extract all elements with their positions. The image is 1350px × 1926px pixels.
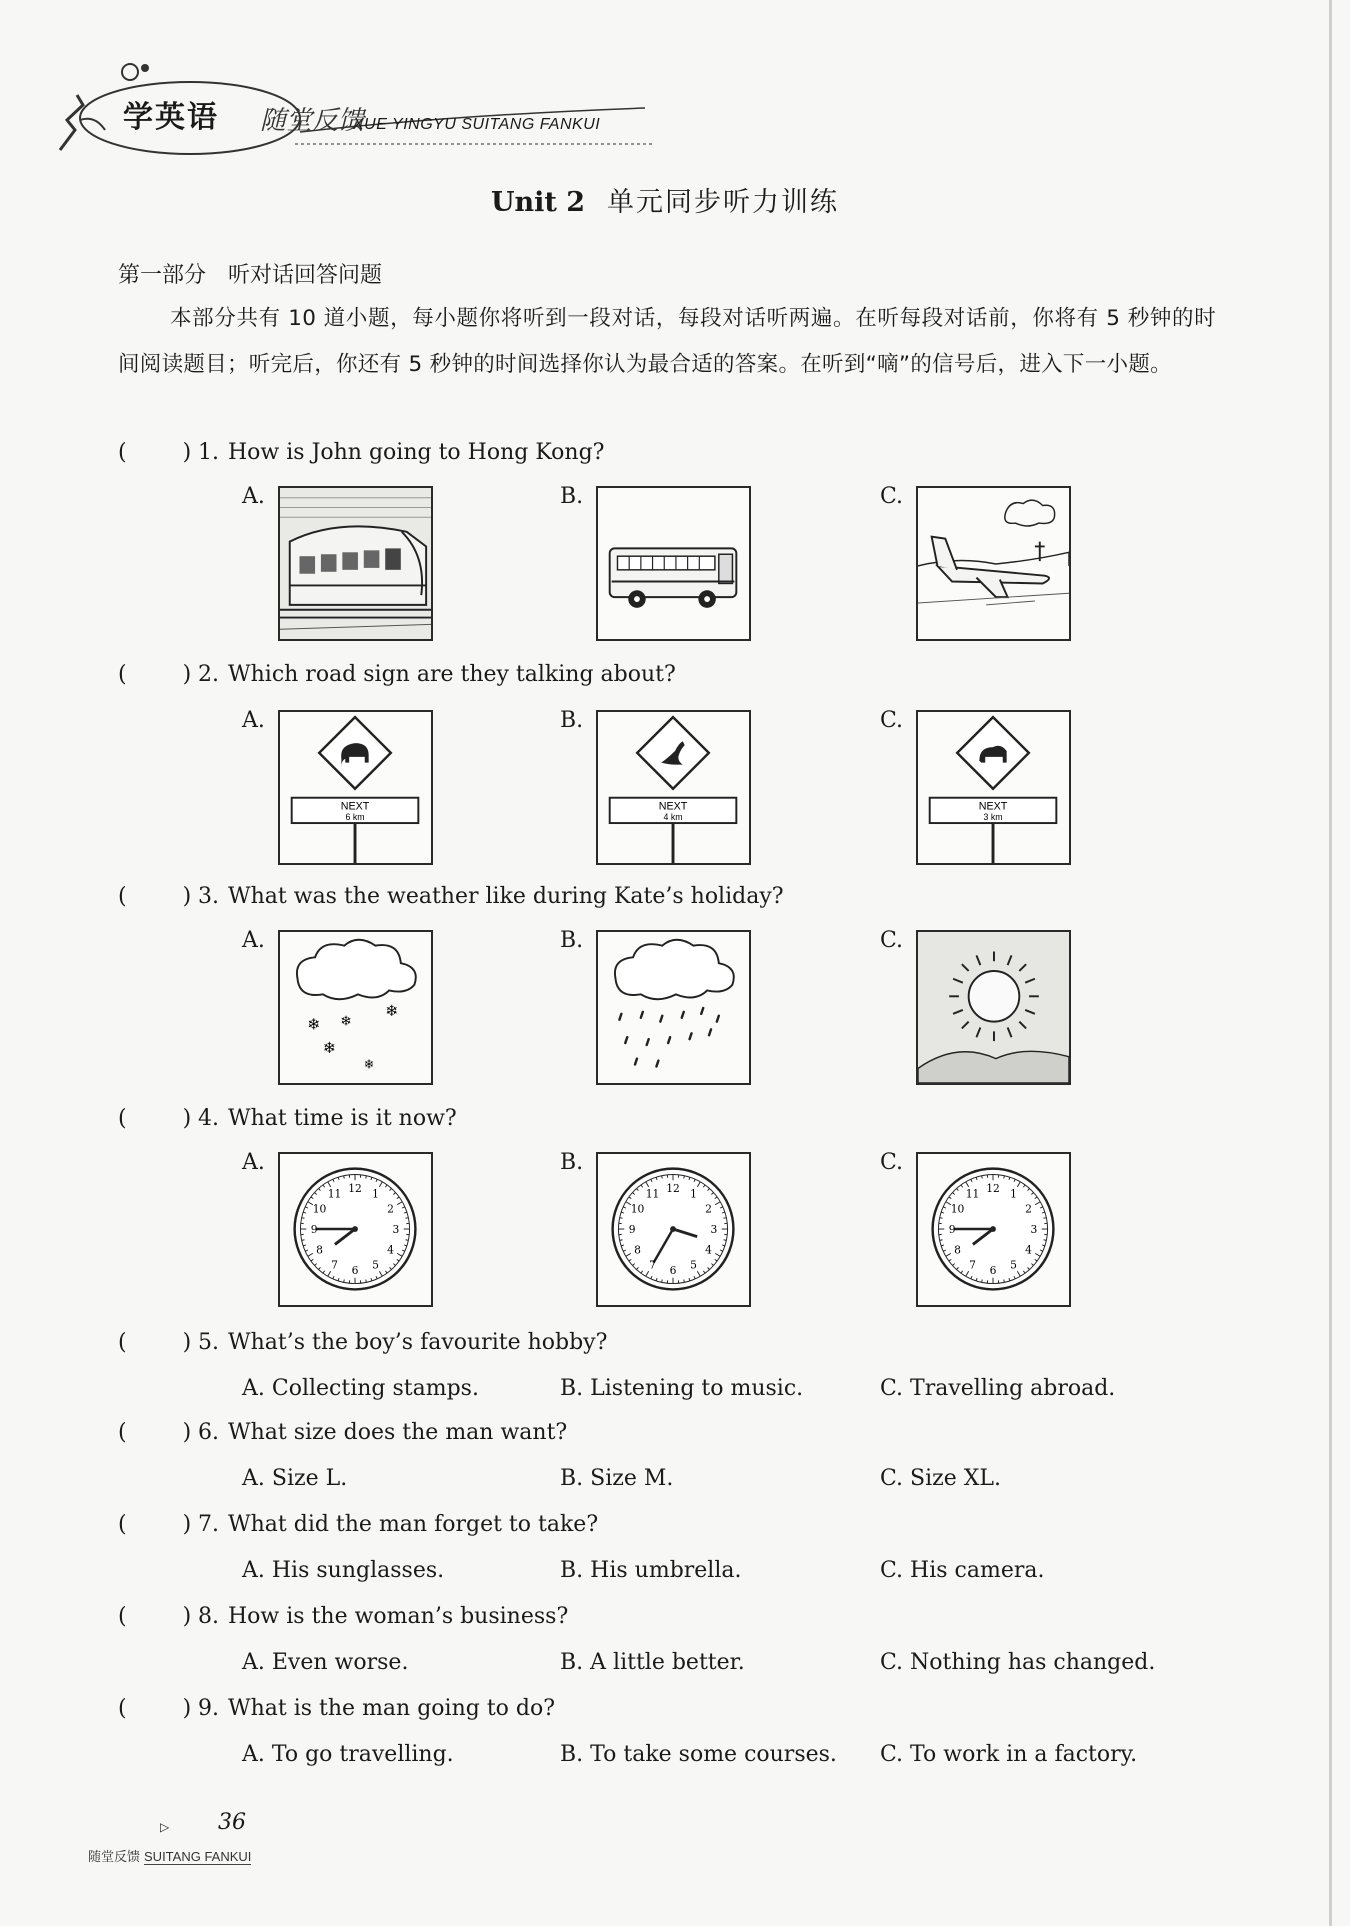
- clock-number: 3: [1030, 1222, 1038, 1236]
- answer-option[interactable]: B. Size M.: [560, 1466, 674, 1491]
- clock-number: 8: [316, 1243, 323, 1257]
- answer-blank[interactable]: [118, 1512, 198, 1537]
- paren-close: ): [182, 662, 192, 687]
- clock-number: 3: [710, 1222, 718, 1236]
- answer-blank[interactable]: [118, 884, 198, 909]
- clock-number: 6: [669, 1263, 677, 1277]
- road-sign-icon: [918, 712, 1069, 863]
- footer-label-cn: 随堂反馈: [88, 1850, 141, 1865]
- question-number: 4.: [198, 1106, 219, 1131]
- answer-blank[interactable]: [118, 440, 198, 465]
- clock-number: 6: [351, 1263, 359, 1277]
- header-logo: [55, 60, 655, 160]
- answer-blank[interactable]: [118, 1696, 198, 1721]
- option-letter: C.: [880, 484, 904, 509]
- question-number: 6.: [198, 1420, 219, 1445]
- paren-close: ): [182, 1604, 192, 1629]
- answer-option[interactable]: C. Nothing has changed.: [880, 1650, 1156, 1675]
- clock-number: 2: [1025, 1202, 1032, 1216]
- clock-number: 6: [989, 1263, 997, 1277]
- paren-close: ): [182, 1696, 192, 1721]
- option-picture[interactable]: [916, 486, 1071, 641]
- sign-next-text: NEXT: [978, 800, 1008, 813]
- question-number: 2.: [198, 662, 219, 687]
- answer-blank[interactable]: [118, 1106, 198, 1131]
- answer-option[interactable]: C. Travelling abroad.: [880, 1376, 1116, 1401]
- page-edge: [1329, 0, 1332, 1926]
- clock-number: 1: [1010, 1187, 1017, 1201]
- svg-text:❄: ❄: [363, 1056, 375, 1072]
- answer-option[interactable]: B. To take some courses.: [560, 1742, 837, 1767]
- clock-number: 7: [331, 1258, 338, 1272]
- clock-number: 10: [630, 1202, 645, 1216]
- clock-number: 5: [1010, 1258, 1017, 1272]
- answer-option[interactable]: A. His sunglasses.: [242, 1558, 445, 1583]
- paren-open: (: [118, 1420, 127, 1445]
- sign-distance-text: 6 km: [345, 812, 365, 823]
- option-letter: C.: [880, 708, 904, 733]
- clock-number: 1: [372, 1187, 379, 1201]
- clock-number: 11: [965, 1187, 980, 1201]
- train-picture: [280, 488, 431, 639]
- section-heading: [118, 258, 382, 289]
- answer-option[interactable]: A. To go travelling.: [242, 1742, 454, 1767]
- question-number: 9.: [198, 1696, 219, 1721]
- option-picture[interactable]: [278, 486, 433, 641]
- sign-distance-text: 3 km: [983, 812, 1003, 823]
- clock-number: 9: [948, 1222, 956, 1236]
- paren-close: ): [182, 1106, 192, 1131]
- answer-option[interactable]: A. Collecting stamps.: [242, 1376, 479, 1401]
- question-3: [118, 884, 784, 909]
- answer-option[interactable]: A. Even worse.: [242, 1650, 409, 1675]
- paren-open: (: [118, 1330, 127, 1355]
- svg-text:❄: ❄: [385, 1001, 399, 1020]
- clock-number: 7: [969, 1258, 976, 1272]
- sign-next-text: NEXT: [340, 800, 370, 813]
- paren-close: ): [182, 1330, 192, 1355]
- paren-close: ): [182, 440, 192, 465]
- page-number: 36: [218, 1810, 246, 1835]
- paren-open: (: [118, 1604, 127, 1629]
- logo-cn-subtitle: 随堂反馈: [260, 106, 365, 136]
- answer-blank[interactable]: [118, 1330, 198, 1355]
- answer-blank[interactable]: [118, 1420, 198, 1445]
- paren-close: ): [182, 1512, 192, 1537]
- clock-number: 10: [950, 1202, 965, 1216]
- clock-number: 9: [310, 1222, 318, 1236]
- answer-blank[interactable]: [118, 662, 198, 687]
- clock-number: 8: [634, 1243, 641, 1257]
- option-letter: A.: [242, 484, 265, 509]
- option-letter: C.: [880, 928, 904, 953]
- question-number: 1.: [198, 440, 219, 465]
- svg-text:❄: ❄: [307, 1015, 321, 1034]
- paren-open: (: [118, 440, 127, 465]
- clock-icon: [918, 1154, 1069, 1305]
- question-number: 5.: [198, 1330, 219, 1355]
- option-letter: B.: [560, 928, 584, 953]
- question-text: How is John going to Hong Kong?: [228, 440, 605, 465]
- clock-number: 12: [986, 1181, 1000, 1195]
- clock-number: 12: [666, 1181, 680, 1195]
- clock-number: 4: [705, 1243, 712, 1257]
- option-letter: B.: [560, 1150, 584, 1175]
- paren-open: (: [118, 884, 127, 909]
- question-text: What size does the man want?: [228, 1420, 568, 1445]
- answer-option[interactable]: C. To work in a factory.: [880, 1742, 1138, 1767]
- question-8: [118, 1604, 568, 1629]
- clock-number: 2: [387, 1202, 394, 1216]
- option-picture[interactable]: [916, 710, 1071, 865]
- clock-icon: [280, 1154, 431, 1305]
- option-letter: A.: [242, 1150, 265, 1175]
- question-text: How is the woman’s business?: [228, 1604, 569, 1629]
- question-number: 3.: [198, 884, 219, 909]
- question-9: [118, 1696, 555, 1721]
- option-picture[interactable]: [596, 1152, 751, 1307]
- question-7: [118, 1512, 598, 1537]
- sign-distance-text: 4 km: [663, 812, 683, 823]
- option-letter: B.: [560, 708, 584, 733]
- clock-number: 11: [645, 1187, 660, 1201]
- clock-number: 3: [392, 1222, 400, 1236]
- question-text: What was the weather like during Kate’s holiday?: [228, 884, 784, 909]
- paren-open: (: [118, 662, 127, 687]
- question-4: [118, 1106, 457, 1131]
- logo-en: XUE YINGYU SUITANG FANKUI: [353, 116, 601, 133]
- clock-number: 9: [628, 1222, 636, 1236]
- option-picture[interactable]: [278, 710, 433, 865]
- section-part: 第一部分: [118, 263, 207, 288]
- footer-label-en: SUITANG FANKUI: [144, 1849, 252, 1864]
- clock-number: 4: [1025, 1243, 1032, 1257]
- answer-option[interactable]: B. A little better.: [560, 1650, 745, 1675]
- clock-number: 5: [372, 1258, 379, 1272]
- question-text: What did the man forget to take?: [228, 1512, 599, 1537]
- question-number: 8.: [198, 1604, 219, 1629]
- clock-number: 10: [312, 1202, 327, 1216]
- paren-close: ): [182, 884, 192, 909]
- rain-cloud-icon: [598, 932, 749, 1083]
- option-picture[interactable]: [596, 710, 751, 865]
- option-picture[interactable]: [278, 1152, 433, 1307]
- page-title: [0, 180, 1330, 219]
- option-letter: A.: [242, 708, 265, 733]
- question-text: What is the man going to do?: [228, 1696, 556, 1721]
- option-picture[interactable]: [596, 486, 751, 641]
- answer-option[interactable]: C. His camera.: [880, 1558, 1045, 1583]
- paren-open: (: [118, 1106, 127, 1131]
- answer-option[interactable]: C. Size XL.: [880, 1466, 1002, 1491]
- answer-option[interactable]: A. Size L.: [242, 1466, 348, 1491]
- airplane-picture: [918, 488, 1069, 639]
- question-text: What’s the boy’s favourite hobby?: [228, 1330, 608, 1355]
- clock-number: 2: [705, 1202, 712, 1216]
- option-picture[interactable]: [596, 930, 751, 1085]
- sign-next-text: NEXT: [658, 800, 688, 813]
- clock-number: 1: [690, 1187, 697, 1201]
- footer-label: [88, 1846, 251, 1865]
- answer-option[interactable]: B. His umbrella.: [560, 1558, 742, 1583]
- snow-cloud-icon: [280, 932, 431, 1083]
- road-sign-icon: [280, 712, 431, 863]
- clock-number: 4: [387, 1243, 394, 1257]
- footer-arrow-icon: ▷: [160, 1820, 170, 1834]
- question-text: What time is it now?: [228, 1106, 457, 1131]
- title-cn: 单元同步听力训练: [607, 187, 840, 218]
- clock-number: 7: [649, 1258, 656, 1272]
- option-letter: A.: [242, 928, 265, 953]
- question-2: [118, 662, 676, 687]
- unit-label: Unit 2: [490, 187, 586, 218]
- question-5: [118, 1330, 607, 1355]
- sun-icon: [918, 932, 1069, 1083]
- logo-cn: 学英语: [123, 100, 219, 135]
- instructions: 本部分共有 10 道小题，每小题你将听到一段对话，每段对话听两遍。在听每段对话前，你将有 5 秒钟的时间阅读题目；听完后，你还有 5 秒钟的时间选择你认为最合适的答案。在听到“嘀”的信号后，进入下一小题。: [118, 306, 1216, 377]
- bus-picture: [598, 488, 749, 639]
- svg-text:❄: ❄: [340, 1013, 352, 1030]
- answer-blank[interactable]: [118, 1604, 198, 1629]
- clock-number: 8: [954, 1243, 961, 1257]
- option-picture[interactable]: [278, 930, 433, 1085]
- option-picture[interactable]: [916, 1152, 1071, 1307]
- clock-number: 5: [690, 1258, 697, 1272]
- paren-open: (: [118, 1512, 127, 1537]
- option-letter: C.: [880, 1150, 904, 1175]
- question-6: [118, 1420, 567, 1445]
- question-text: Which road sign are they talking about?: [228, 662, 676, 687]
- option-picture[interactable]: [916, 930, 1071, 1085]
- answer-option[interactable]: B. Listening to music.: [560, 1376, 804, 1401]
- question-number: 7.: [198, 1512, 219, 1537]
- road-sign-icon: [598, 712, 749, 863]
- question-1: [118, 440, 604, 465]
- svg-text:❄: ❄: [322, 1038, 336, 1057]
- paren-open: (: [118, 1696, 127, 1721]
- clock-number: 11: [327, 1187, 342, 1201]
- paren-close: ): [182, 1420, 192, 1445]
- clock-number: 12: [348, 1181, 362, 1195]
- clock-icon: [598, 1154, 749, 1305]
- section-name: 听对话回答问题: [228, 263, 383, 288]
- option-letter: B.: [560, 484, 584, 509]
